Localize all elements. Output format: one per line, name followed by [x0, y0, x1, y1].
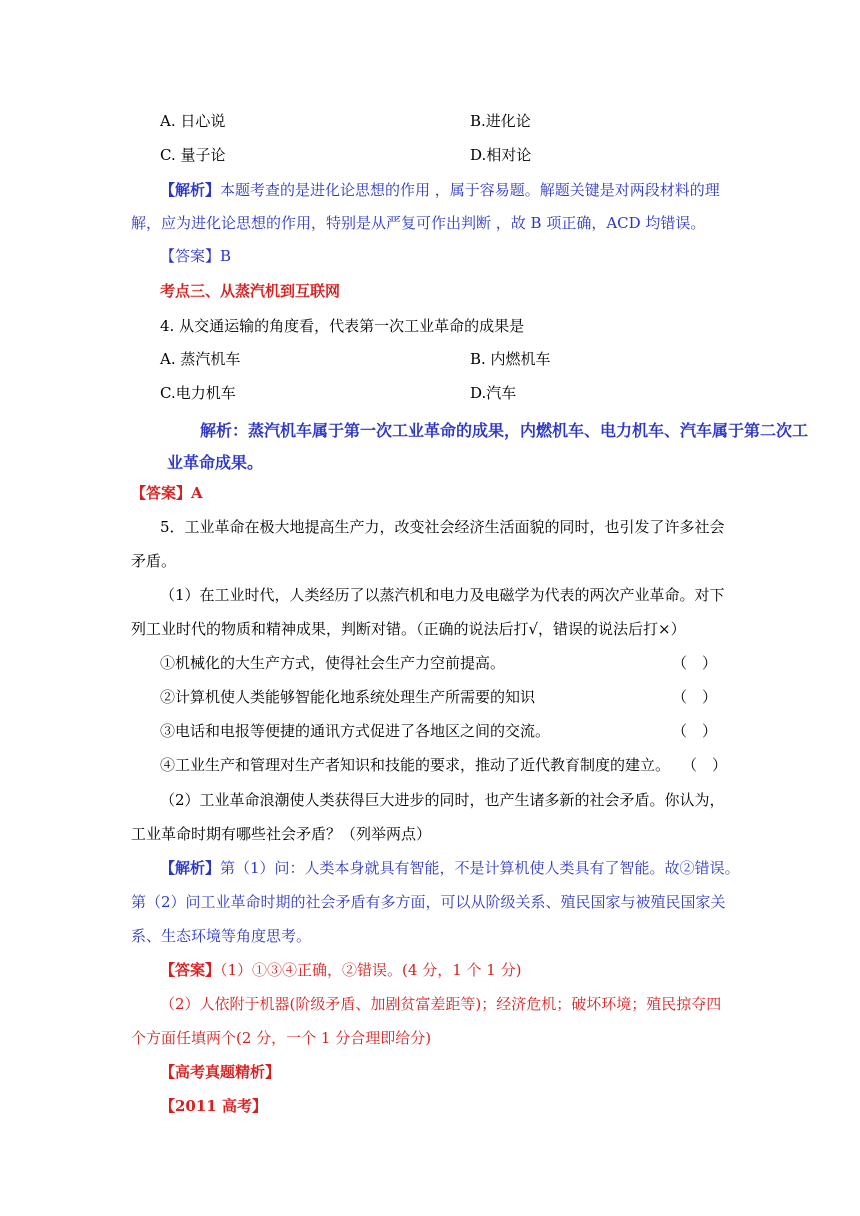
year-title: 【2011 高考】 — [160, 1097, 267, 1115]
q4-analysis-1: 解析：蒸汽机车属于第一次工业革命的成果，内燃机车、电力机车、汽车属于第二次工 — [200, 421, 809, 440]
q5-analysis-text-1: 第（1）问：人类本身就具有智能，不是计算机使人类具有了智能。故②错误。 — [220, 859, 740, 877]
q5-analysis-label: 【解析】 — [160, 859, 221, 877]
q5-item-2: ②计算机使人类能够智能化地系统处理生产所需要的知识 — [160, 688, 536, 706]
analysis-label: 【解析】 — [160, 181, 221, 199]
q4-stem: 4. 从交通运输的角度看，代表第一次工业革命的成果是 — [160, 317, 525, 335]
q5-item-1-paren: （ ） — [672, 654, 718, 672]
q5-part2-2: 工业革命时期有哪些社会矛盾？（列举两点） — [131, 825, 432, 843]
section-title: 考点三、从蒸汽机到互联网 — [160, 282, 341, 300]
q4-analysis-2: 业革命成果。 — [167, 453, 264, 472]
q5-stem-2: 矛盾。 — [131, 552, 177, 570]
q4-option-b: B. 内燃机车 — [470, 350, 551, 368]
q5-answer-1 — [160, 960, 521, 980]
q5-part1-1: （1）在工业时代，人类经历了以蒸汽机和电力及电磁学为代表的两次产业革命。对下 — [160, 586, 725, 604]
q5-analysis-1 — [160, 858, 740, 878]
analysis-text-2: 解，应为进化论思想的作用，特别是从严复可作出判断 ，故 B 项正确，ACD 均错误。 — [131, 214, 706, 232]
q5-item-3: ③电话和电报等便捷的通讯方式促进了各地区之间的交流。 — [160, 722, 551, 740]
q4-option-c: C.电力机车 — [160, 384, 236, 402]
q5-stem-1: 5．工业革命在极大地提高生产力，改变社会经济生活面貌的同时，也引发了许多社会 — [160, 518, 725, 536]
q4-option-a: A. 蒸汽机车 — [160, 350, 241, 368]
q5-part1-2: 列工业时代的物质和精神成果，判断对错。（正确的说法后打√，错误的说法后打×） — [131, 620, 686, 638]
q5-item-2-paren: （ ） — [672, 688, 718, 706]
q5-item-4: ④工业生产和管理对生产者知识和技能的要求，推动了近代教育制度的建立。 — [160, 756, 671, 774]
q4-answer: 【答案】A — [131, 484, 203, 502]
q5-item-3-paren: （ ） — [672, 722, 718, 740]
q5-answer-label: 【答案】 — [160, 961, 221, 979]
option-d: D.相对论 — [470, 146, 532, 164]
q5-answer-3: 个方面任填两个(2 分，一个 1 分合理即给分) — [131, 1029, 432, 1047]
q4-option-d: D.汽车 — [470, 384, 517, 402]
analysis-paragraph — [160, 180, 720, 200]
analysis-text-1: 本题考查的是进化论思想的作用 ，属于容易题。解题关键是对两段材料的理 — [220, 181, 720, 199]
option-a: A. 日心说 — [160, 112, 226, 130]
gaokao-title: 【高考真题精析】 — [160, 1063, 281, 1081]
answer-prev: 【答案】B — [160, 247, 232, 265]
q5-item-4-paren: （ ） — [682, 756, 728, 774]
option-c: C. 量子论 — [160, 146, 226, 164]
q5-analysis-3: 系、生态环境等角度思考。 — [131, 927, 312, 945]
q5-item-1: ①机械化的大生产方式，使得社会生产力空前提高。 — [160, 654, 506, 672]
q5-part2-1: （2）工业革命浪潮使人类获得巨大进步的同时，也产生诸多新的社会矛盾。你认为， — [160, 791, 725, 809]
q5-analysis-2: 第（2）问工业革命时期的社会矛盾有多方面，可以从阶级关系、殖民国家与被殖民国家关 — [131, 893, 726, 911]
q5-answer-text-1: （1）①③④正确，②错误。(4 分，1 个 1 分) — [220, 961, 522, 979]
option-b: B.进化论 — [470, 112, 531, 130]
q5-answer-2: （2）人依附于机器(阶级矛盾、加剧贫富差距等)；经济危机；破坏环境；殖民掠夺四 — [160, 995, 722, 1013]
